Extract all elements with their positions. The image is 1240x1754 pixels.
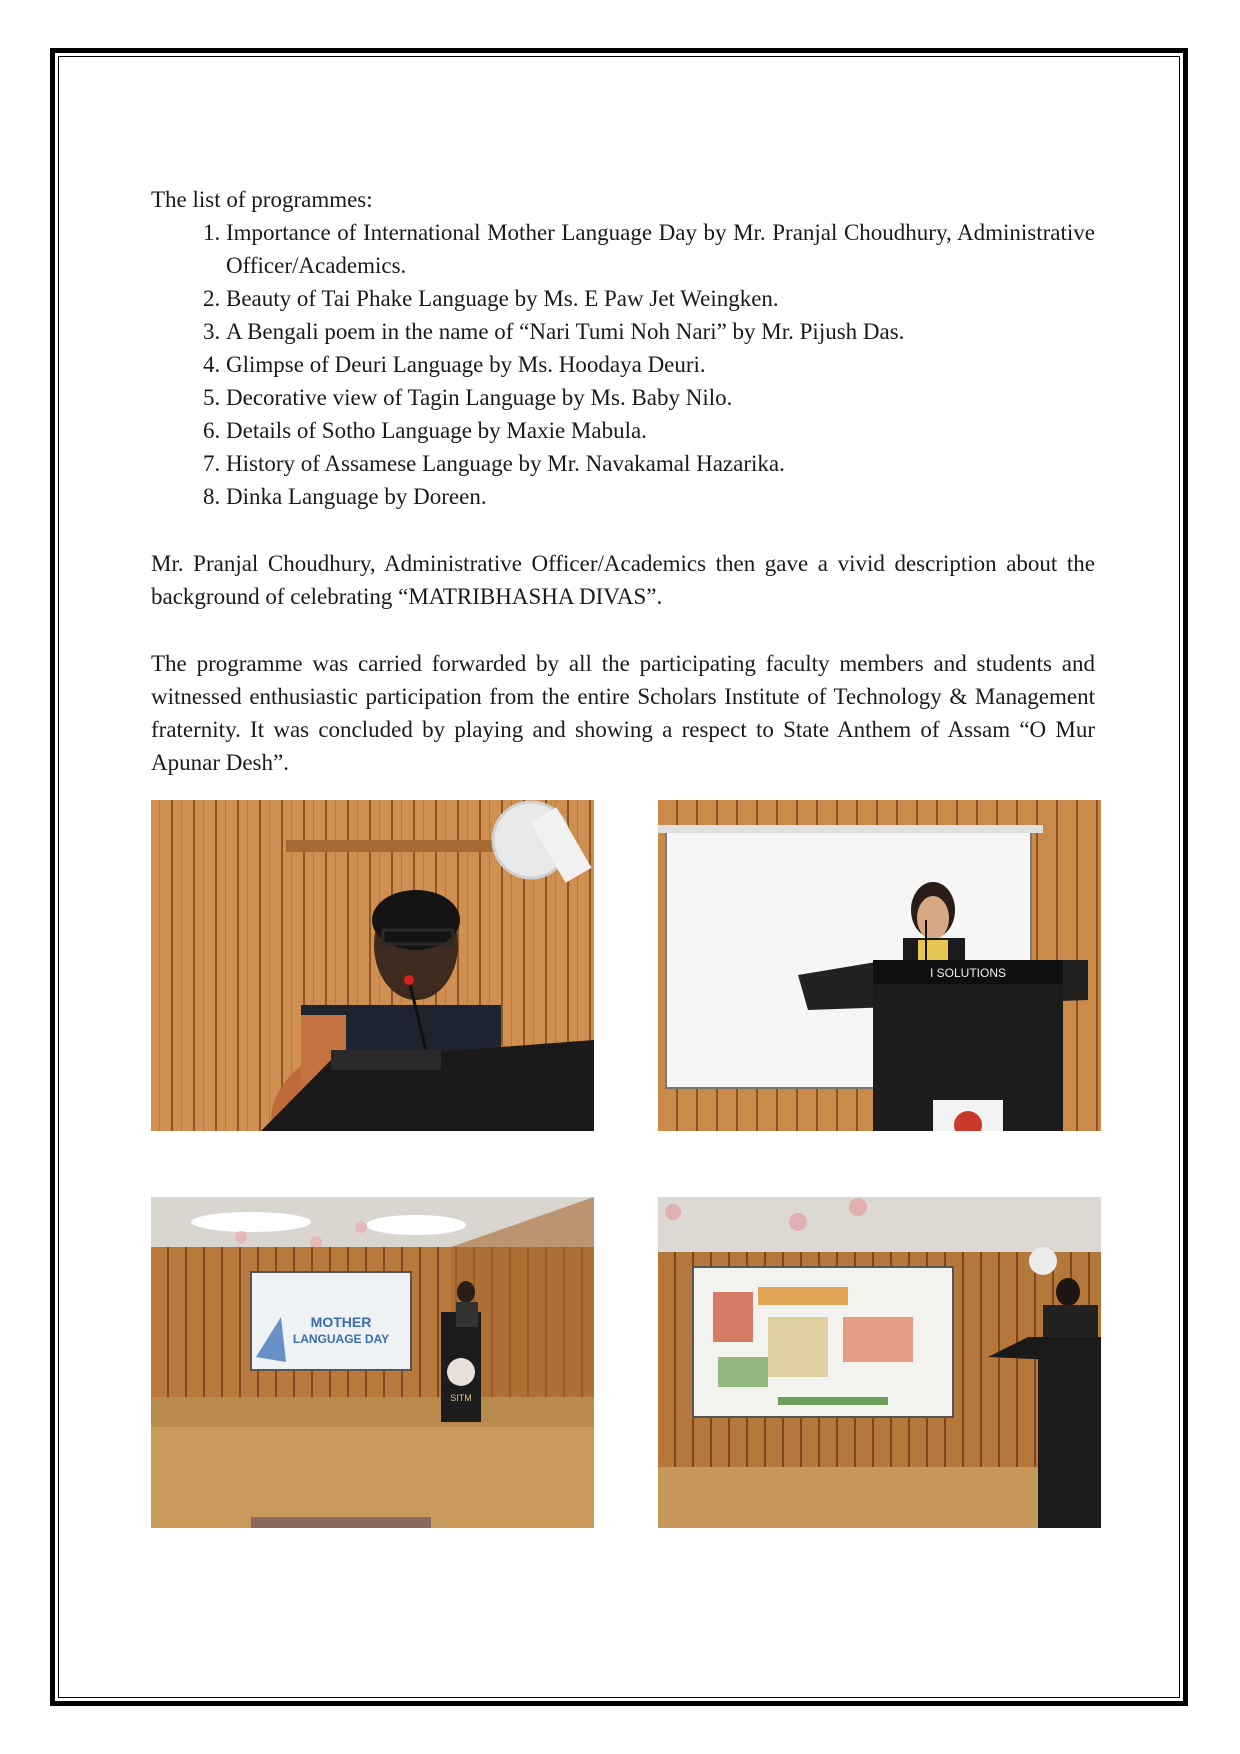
photo-hall-presentation xyxy=(658,1197,1101,1528)
programme-list-heading: The list of programmes: xyxy=(151,187,373,212)
description-paragraph: Mr. Pranjal Choudhury, Administrative Officer/Academics then gave a vivid description about the background of celebrating “MATRIBHASHA DIVAS”. xyxy=(151,551,1095,609)
programme-item: 6. Details of Sotho Language by Maxie Mabula. xyxy=(226,414,1095,447)
slide-title-line-1: MOTHER xyxy=(310,1314,372,1330)
photo-hall-slide xyxy=(151,1197,594,1528)
programme-item: 1. Importance of International Mother Language Day by Mr. Pranjal Choudhury, Administrative Officer/Academics. xyxy=(226,216,1095,282)
programme-list xyxy=(151,216,1095,513)
programme-item: 7. History of Assamese Language by Mr. Navakamal Hazarika. xyxy=(226,447,1095,480)
programme-item: 8. Dinka Language by Doreen. xyxy=(226,480,1095,513)
photo-speaker-male xyxy=(151,800,594,1131)
podium-label: I SOLUTIONS xyxy=(929,966,1007,980)
programme-item: 5. Decorative view of Tagin Language by Ms. Baby Nilo. xyxy=(226,381,1095,414)
conclusion-paragraph: The programme was carried forwarded by all the participating faculty members and students and witnessed enthusiastic participation from the entire Scholars Institute of Technology & Management fraternity. It was concluded by playing and showing a respect to State Anthem of Assam “O Mur Apunar Desh”. xyxy=(151,651,1095,775)
podium-logo-text: SITM xyxy=(450,1393,472,1403)
photo-speaker-female xyxy=(658,800,1101,1131)
slide-title-line-2: LANGUAGE DAY xyxy=(292,1332,390,1346)
programme-item: 2. Beauty of Tai Phake Language by Ms. E Paw Jet Weingken. xyxy=(226,282,1095,315)
programme-item: 4. Glimpse of Deuri Language by Ms. Hoodaya Deuri. xyxy=(226,348,1095,381)
document-body xyxy=(151,183,1095,779)
programme-item: 3. A Bengali poem in the name of “Nari Tumi Noh Nari” by Mr. Pijush Das. xyxy=(226,315,1095,348)
